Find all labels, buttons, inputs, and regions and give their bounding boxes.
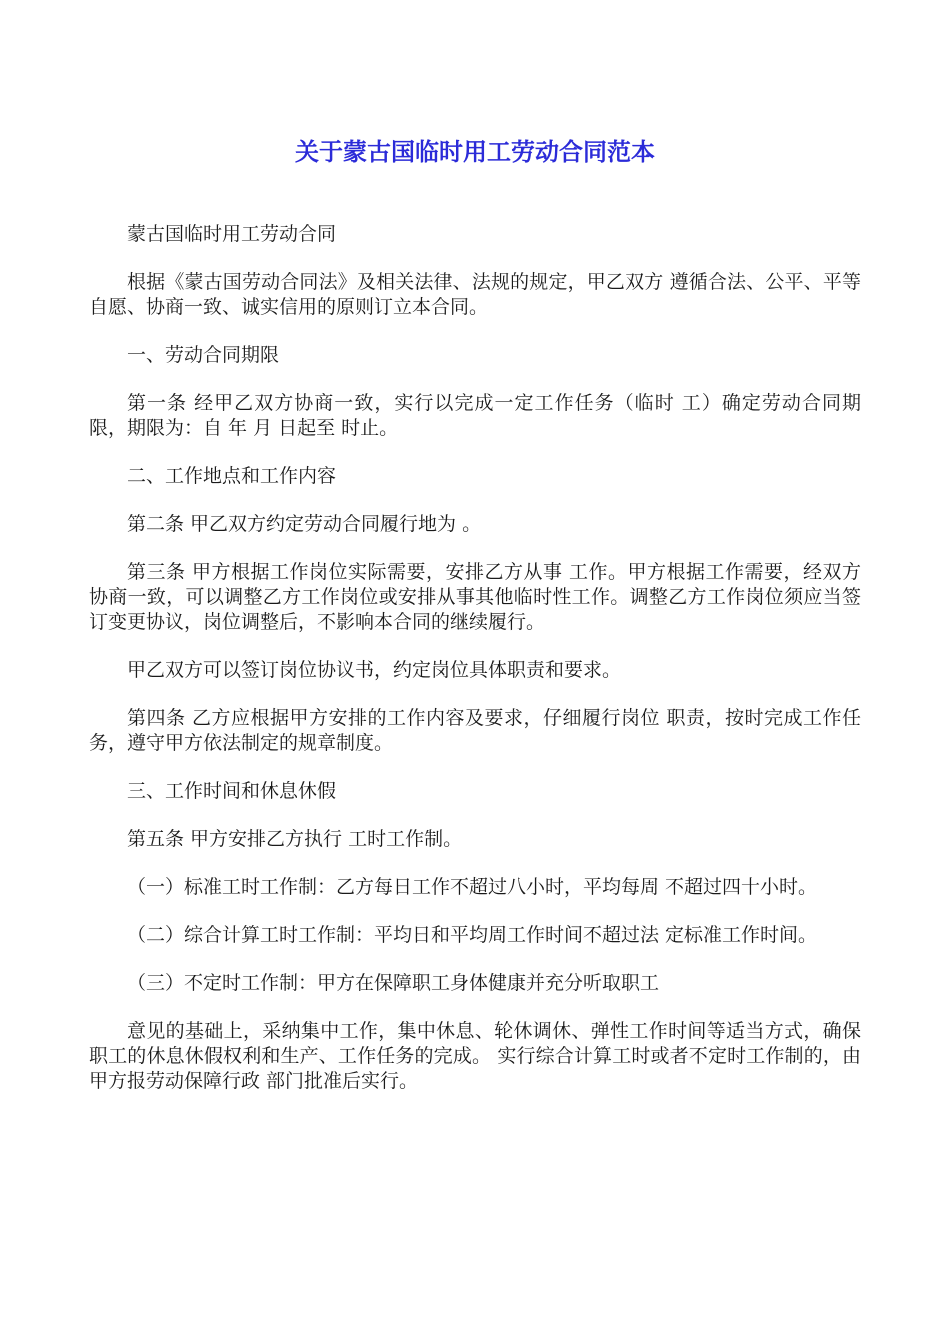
paragraph-heading: 蒙古国临时用工劳动合同 bbox=[127, 223, 337, 245]
article-5: 第五条 甲方安排乙方执行 工时工作制。 bbox=[127, 828, 463, 850]
document-title: 关于蒙古国临时用工劳动合同范本 bbox=[295, 138, 655, 166]
section-heading-workplace: 二、工作地点和工作内容 bbox=[127, 465, 337, 487]
paragraph-rest-rights: 意见的基础上，采纳集中工作，集中休息、轮休调休、弹性工作时间等适当方式，确保职工的休息休假权利和生产、工作任务的完成。 实行综合计算工时或者不定时工作制的，由甲方报劳动保障行政 部门批准后实行。 bbox=[89, 1020, 861, 1092]
clause-comprehensive-hours: （二）综合计算工时工作制：平均日和平均周工作时间不超过法 定标准工作时间。 bbox=[127, 924, 818, 946]
document-body bbox=[89, 222, 861, 1117]
article-3: 第三条 甲方根据工作岗位实际需要，安排乙方从事 工作。甲方根据工作需要，经双方协商一致，可以调整乙方工作岗位或安排从事其他临时性工作。调整乙方工作岗位须应当签订变更协议，岗位调整后，不影响本合同的继续履行。 bbox=[89, 561, 861, 633]
clause-flexible-hours: （三）不定时工作制：甲方在保障职工身体健康并充分听取职工 bbox=[127, 972, 660, 994]
article-4: 第四条 乙方应根据甲方安排的工作内容及要求，仔细履行岗位 职责，按时完成工作任务，遵守甲方依法制定的规章制度。 bbox=[89, 707, 861, 754]
section-heading-hours: 三、工作时间和休息休假 bbox=[127, 780, 337, 802]
paragraph-preamble: 根据《蒙古国劳动合同法》及相关法律、法规的规定，甲乙双方 遵循合法、公平、平等自愿、协商一致、诚实信用的原则订立本合同。 bbox=[89, 271, 861, 318]
paragraph-post-agreement: 甲乙双方可以签订岗位协议书，约定岗位具体职责和要求。 bbox=[127, 659, 622, 681]
article-2: 第二条 甲乙双方约定劳动合同履行地为 。 bbox=[127, 513, 482, 535]
section-heading-term: 一、劳动合同期限 bbox=[127, 344, 280, 366]
clause-standard-hours: （一）标准工时工作制：乙方每日工作不超过八小时，平均每周 不超过四十小时。 bbox=[127, 876, 818, 898]
article-1: 第一条 经甲乙双方协商一致，实行以完成一定工作任务（临时 工）确定劳动合同期限，期限为：自 年 月 日起至 时止。 bbox=[89, 392, 861, 439]
